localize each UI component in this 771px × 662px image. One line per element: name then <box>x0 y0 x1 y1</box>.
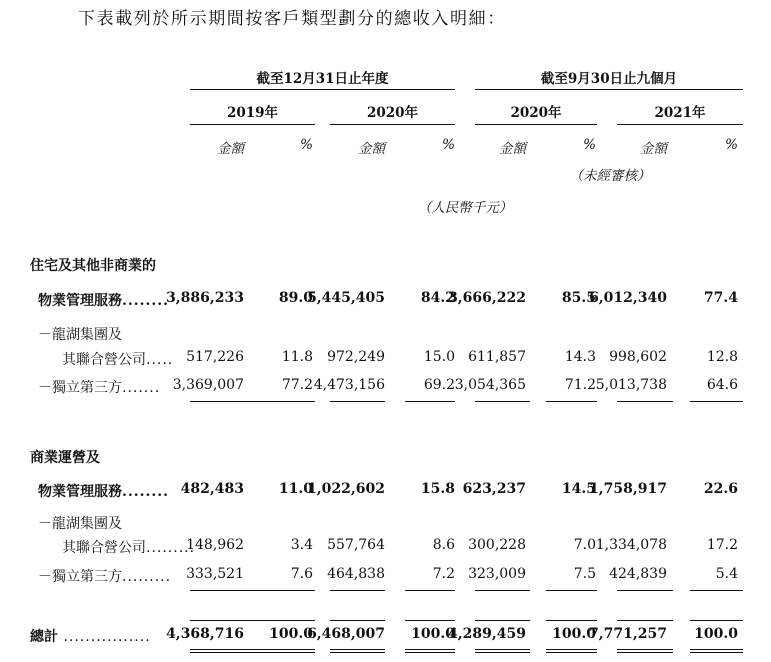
currency-note: （人民幣千元） <box>417 200 513 216</box>
subtotal-rule <box>690 401 743 402</box>
table-cell: 11.8 <box>281 349 313 365</box>
table-cell: 64.6 <box>706 377 738 393</box>
year-header: 2021年 <box>654 105 706 121</box>
row-label-text: 其聯合營公司 <box>62 540 146 556</box>
year-rule <box>330 124 455 125</box>
total-top-rule <box>475 620 530 621</box>
table-cell: 323,009 <box>468 566 526 582</box>
table-cell: 14.5 <box>561 481 596 497</box>
table-cell: 89.0 <box>278 290 313 306</box>
column-header-percent: % <box>300 137 313 153</box>
year-header: 2019年 <box>226 105 279 121</box>
leader-dots: ....... <box>122 380 161 396</box>
column-header-amount: 金額 <box>358 141 385 157</box>
unaudited-note: （未經審核） <box>569 168 651 184</box>
subtotal-rule <box>617 401 673 402</box>
table-cell: 333,521 <box>186 566 244 582</box>
table-cell: 1,758,917 <box>589 481 667 497</box>
table-cell: 557,764 <box>327 537 385 553</box>
row-label-text: －獨立第三方 <box>38 569 122 585</box>
total-cell: 100.0 <box>411 626 455 642</box>
table-cell: 14.3 <box>564 349 596 365</box>
column-header-amount: 金額 <box>499 141 526 157</box>
subtotal-rule <box>475 401 530 402</box>
total-top-rule <box>330 620 385 621</box>
subtotal-rule <box>546 401 597 402</box>
subtotal-rule <box>475 590 530 591</box>
table-cell: 300,228 <box>468 537 526 553</box>
column-header-percent: % <box>442 137 455 153</box>
subtotal-rule <box>330 590 385 591</box>
row-label-text: 物業管理服務 <box>38 293 122 309</box>
year-header: 2020年 <box>510 105 562 121</box>
subtotal-rule <box>617 590 673 591</box>
subtotal-rule <box>546 590 597 591</box>
total-cell: 4,368,716 <box>166 626 244 642</box>
table-cell: 77.2 <box>281 377 313 393</box>
leader-dots: ......... <box>122 569 172 585</box>
period-rule-nine-months <box>475 89 743 90</box>
total-cell: 6,468,007 <box>307 626 385 642</box>
year-rule <box>617 124 743 125</box>
subtotal-rule <box>330 401 385 402</box>
table-cell: 3.4 <box>290 537 313 553</box>
table-cell: 17.2 <box>706 537 738 553</box>
column-header-amount: 金額 <box>640 141 667 157</box>
table-cell: 7.6 <box>290 566 313 582</box>
total-double-rule <box>617 649 673 653</box>
table-cell: 71.2 <box>564 377 596 393</box>
table-cell: 84.2 <box>420 290 455 306</box>
table-cell: 7.2 <box>432 566 455 582</box>
table-cell: 3,666,222 <box>448 290 526 306</box>
row-label <box>38 566 171 586</box>
table-cell: 12.8 <box>706 349 738 365</box>
row-label: －龍湖集團及 <box>38 327 122 343</box>
column-header-percent: % <box>583 137 596 153</box>
row-label <box>38 377 160 397</box>
period-header-nine-months: 截至9月30日止九個月 <box>540 71 678 87</box>
row-label-text: 物業管理服務 <box>38 484 122 500</box>
table-cell: 623,237 <box>462 481 526 497</box>
total-label <box>30 626 151 646</box>
table-cell: 3,886,233 <box>166 290 244 306</box>
table-cell: 85.5 <box>561 290 596 306</box>
table-cell: 5,445,405 <box>307 290 385 306</box>
subtotal-rule <box>262 401 315 402</box>
row-label-text: －獨立第三方 <box>38 380 122 396</box>
row-label-text: 其聯合營公司 <box>62 352 146 368</box>
row-label <box>62 349 173 369</box>
table-cell: 998,602 <box>609 349 667 365</box>
table-cell: 7.5 <box>573 566 596 582</box>
table-cell: 424,839 <box>609 566 667 582</box>
section-title: 商業運營及 <box>30 450 100 466</box>
leader-dots: ........ <box>122 484 169 500</box>
intro-text: 下表載列於所示期間按客戶類型劃分的總收入明細： <box>78 9 506 29</box>
total-cell: 100.0 <box>552 626 596 642</box>
leader-dots: ..... <box>146 352 174 368</box>
leader-dots: ......... <box>146 540 196 556</box>
section-title: 住宅及其他非商業的 <box>30 258 156 274</box>
year-header: 2020年 <box>366 105 419 121</box>
total-top-rule <box>262 620 315 621</box>
total-double-rule <box>546 649 597 653</box>
year-rule <box>475 124 597 125</box>
row-label <box>38 290 169 310</box>
table-cell: 5.4 <box>715 566 738 582</box>
table-cell: 8.6 <box>432 537 455 553</box>
total-cell: 7,771,257 <box>589 626 667 642</box>
row-label <box>38 481 169 501</box>
total-double-rule <box>405 649 455 653</box>
subtotal-rule <box>405 590 455 591</box>
table-cell: 4,473,156 <box>313 377 385 393</box>
total-double-rule <box>475 649 530 653</box>
table-cell: 611,857 <box>468 349 526 365</box>
subtotal-rule <box>690 590 743 591</box>
table-cell: 1,022,602 <box>307 481 385 497</box>
leader-dots: ........ <box>122 293 169 309</box>
total-double-rule <box>330 649 385 653</box>
table-cell: 22.6 <box>703 481 738 497</box>
table-cell: 517,226 <box>186 349 244 365</box>
table-cell: 6,012,340 <box>589 290 667 306</box>
table-cell: 3,054,365 <box>454 377 526 393</box>
period-rule-year-end <box>190 89 455 90</box>
subtotal-rule <box>262 590 315 591</box>
total-cell: 100.0 <box>269 626 313 642</box>
table-cell: 3,369,007 <box>172 377 244 393</box>
table-cell: 148,962 <box>186 537 244 553</box>
table-cell: 7.0 <box>573 537 596 553</box>
table-cell: 69.2 <box>423 377 455 393</box>
table-cell: 77.4 <box>703 290 738 306</box>
table-cell: 972,249 <box>327 349 385 365</box>
table-cell: 15.0 <box>423 349 455 365</box>
total-label-text: 總計 <box>30 629 58 645</box>
year-rule <box>190 124 315 125</box>
period-header-year-end: 截至12月31日止年度 <box>256 71 389 87</box>
table-cell: 15.8 <box>420 481 455 497</box>
total-top-rule <box>405 620 455 621</box>
table-cell: 11.0 <box>278 481 313 497</box>
total-double-rule <box>262 649 315 653</box>
column-header-amount: 金額 <box>217 141 244 157</box>
total-cell: 100.0 <box>694 626 738 642</box>
column-header-percent: % <box>725 137 738 153</box>
table-cell: 464,838 <box>327 566 385 582</box>
total-double-rule <box>690 649 743 653</box>
table-cell: 482,483 <box>180 481 244 497</box>
total-top-rule <box>617 620 673 621</box>
total-top-rule <box>546 620 597 621</box>
row-label <box>62 537 195 557</box>
table-cell: 1,334,078 <box>595 537 667 553</box>
subtotal-rule <box>405 401 455 402</box>
row-label: －龍湖集團及 <box>38 516 122 532</box>
table-cell: 5,013,738 <box>595 377 667 393</box>
total-top-rule <box>690 620 743 621</box>
total-cell: 4,289,459 <box>448 626 526 642</box>
leader-dots: ................ <box>58 629 151 645</box>
